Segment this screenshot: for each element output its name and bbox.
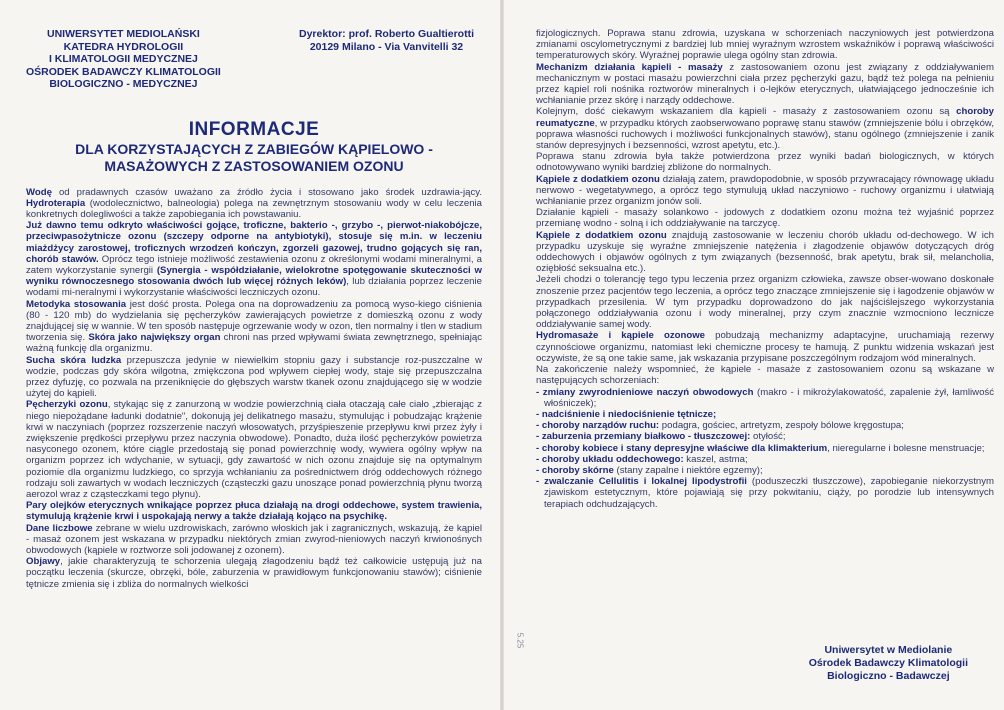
document-title (26, 119, 482, 175)
text: zebrane w wielu uzdrowiskach, zarówno włoskich jak i zagranicznych, wskazują, że kąpiel - masaż ozonem jest wskazana w przypadku niektórych zmian zwyrod-nieniowych naczyń krwionośnych obwodowych (kąpiele w roztworze soli jodowanej z ozonem). (26, 522, 483, 556)
text: , nieregularne i bolesne menstruacje; (827, 442, 985, 454)
bold-term: Metodyka stosowania (26, 298, 127, 310)
bold-term: Kąpiele z dodatkiem ozonu (536, 229, 667, 241)
bold-term: Pęcherzyki ozonu (26, 399, 108, 411)
bold-term: Dane liczbowe (26, 522, 93, 534)
list-item (536, 409, 994, 420)
indications-list (536, 387, 994, 510)
bold-term: Hydroterapia (26, 197, 86, 209)
bold-term: Skóra jako największy organ (88, 332, 221, 344)
signature-block (809, 644, 968, 683)
university-line: OŚRODEK BADAWCZY KLIMATOLOGII (26, 65, 221, 78)
bold-term: - zmiany zwyrodnieniowe naczyń obwodowych (536, 386, 754, 398)
university-line: KATEDRA HYDROLOGII (63, 40, 184, 53)
university-line: UNIWERSYTET MEDIOLAŃSKI (47, 28, 200, 40)
list-item (536, 431, 994, 442)
paragraph (26, 187, 482, 221)
signature-line: Uniwersytet w Mediolanie (824, 644, 953, 656)
right-body (536, 28, 994, 510)
paragraph (26, 299, 482, 355)
text: od pradawnych czasów uważano za źródło życia i stosowano jako środek uzdrawia-jący. (51, 186, 482, 198)
text: pobudzają mechanizmy adaptacyjne, uruchamiają rezerwy czynnościowe organizmu, natomiast leki chemiczne procesy te hamują. Z punktu widzenia wskazań jest oczywiste, że są one takie same, jak wskazania przypisane poszczególnym rodzajom wód mineralnych. (536, 330, 994, 364)
title-main: INFORMACJE (188, 118, 320, 140)
list-item (536, 420, 994, 431)
paragraph (536, 230, 994, 275)
bold-term: Pary olejków eterycznych wnikające poprzez płuca działają na drogi oddechowe, system trawienia, stymulują krążenie krwi i uspokajają nerwy a także działają kojąco na psychikę. (26, 500, 482, 523)
title-sub-line: DLA KORZYSTAJĄCYCH Z ZABIEGÓW KĄPIELOWO - (75, 140, 433, 157)
text: działają zatem, prawdopodobnie, w sposób przywracający równowagę układu nerwowo - wegetatywnego, a oprócz tego stymulują układ naczyniowo - ruchowy organizmu i ułatwiają wchłanianie przez organizm jonów soli. (536, 173, 994, 208)
bold-term: - zaburzenia przemiany białkowo - tłuszczowej: (536, 431, 751, 443)
university-block (26, 28, 221, 91)
list-item (536, 387, 994, 409)
paragraph (536, 364, 994, 386)
letterhead (26, 28, 482, 91)
bold-term: choroby reumatyczne (536, 106, 994, 129)
text: , w przypadku których zaobserwowano poprawę stanu stawów (zmniejszenie bólu i obrzęków, poprawa własności ruchowych i możliwości funkcjonalnych stawów), stanu ogólnego (zmniejszenie i zanik stanów depresyjnych i bezsenności, wzrost apetytu, etc.). (536, 117, 994, 152)
text: , jakie charakteryzują te schorzenia ulegają złagodzeniu bądź też całkowicie ustępują już na początku leczenia (skurcze, obrzęki, bóle, zaburzenia w prawidłowym funkcjonowaniu stawów); ciśnienie tętnicze zmienia się i zbliża do normalnych wielkości (26, 556, 482, 590)
list-item (536, 465, 994, 476)
text: Na zakończenie należy wspomnieć, że kąpiele - masaże z zastosowaniem ozonu są wskazane w następujących schorzeniach: (536, 364, 994, 387)
text: (poduszeczki tłuszczowe), zapobieganie niekorzystnym zjawiskom estetycznym, które pojawiają się przy pokwitaniu, ciąży, po porodzie lub intensywnych terapiach odchudzających. (544, 476, 994, 510)
paragraph (536, 330, 994, 364)
text: (stany zapalne i niektóre egzemy); (613, 464, 763, 476)
bold-term: Hydromasaże i kąpiele ozonowe (536, 330, 705, 342)
text: Działanie kąpieli - masaży solankowo - jodowych z dodatkiem ozonu można też wyjaśnić poprzez przemianę wodno - solną i ich oddziaływanie na tarczycę. (536, 207, 994, 230)
director-block (299, 28, 474, 91)
text: jest dość prosta. Polega ona na doprowadzeniu za pomocą wyso-kiego ciśnienia (80 - 120 mb) do wydzielania się pęcherzyków zawierających powietrze z domieszką ozonu z wody znajdującej się w wannie. W ten sposób następuje ogrzewanie wody w ozon, tlen normalny i tlen w stadium tworzenia się. (26, 298, 482, 344)
paragraph (536, 174, 994, 208)
text: fizjologicznych. Poprawa stanu zdrowia, uzyskana w schorzeniach naczyniowych jest potwierdzona zmianami oscylometrycznymi z bardziej lub mniej wyraźnym wzrostem wskaźników i poprawą właściwości temperaturowych skóry. Wyraźnej poprawie ulega ogólny stan zdrowia. (536, 28, 994, 62)
paragraph (26, 355, 482, 400)
paragraph (536, 151, 994, 173)
bold-term: - choroby kobiece i stany depresyjne właściwe dla klimakterium (536, 442, 828, 454)
left-page (0, 0, 500, 710)
paragraph (26, 523, 482, 557)
text: chroni nas przed wpływami świata zewnętrznego, spełniając ważną funkcję dla organizmu. (26, 332, 482, 355)
bold-term: Wodę (26, 186, 52, 198)
director-line: Dyrektor: prof. Roberto Gualtierotti (298, 28, 474, 40)
address-line: 20129 Milano - Via Vanvitelli 32 (309, 40, 464, 53)
title-sub-line: MASAŻOWYCH Z ZASTOSOWANIEM OZONU (104, 157, 404, 174)
paragraph (536, 28, 994, 62)
text: kaszel, astma; (683, 453, 748, 465)
right-page (504, 0, 1004, 710)
text: przepuszcza jedynie w niewielkim stopniu gazy i substancje roz-puszczalne w wodzie, podczas gdy skóra wilgotna, zmiękczona pod wpływem ciepłej wody, staje się przepuszczalna przez dyfuzję, co pozwala na przeniknięcie do głębszych warstw tkanek ozonu znajdującego się w wodzie użytej do kąpieli. (26, 354, 482, 400)
text: Oprócz tego istnieje możliwość zestawienia ozonu z określonymi wodami mineralnymi, a zatem wykorzystanie synergii (26, 253, 482, 276)
university-line: I KLIMATOLOGII MEDYCZNEJ (48, 53, 198, 65)
text: (wodolecznictwo, balneologia) polega na zewnętrznym stosowaniu wody w celu leczenia konkretnych dolegliwości a także zapobiegania ich powstawaniu. (26, 197, 482, 220)
list-item (536, 443, 994, 454)
bold-term: Już dawno temu odkryto właściwości gojące, troficzne, bakterio -, grzybo -, pierwot-niakobójcze, przeciwpasożytnicze ozonu (szczepy odporne na antybiotyki), stosuje się m.in. w leczeniu miażdżycy zarostowej, troficznych wrzodzeń kończyn, zgorzeli gazowej, trudno gojących się ran, chorób stawów. (26, 220, 482, 265)
bold-term: Kąpiele z dodatkiem ozonu (536, 173, 660, 185)
paragraph (536, 106, 994, 151)
margin-note: 5.25 (515, 632, 525, 649)
text: Jeżeli chodzi o tolerancję tego typu leczenia przez organizm człowieka, zawsze obser-wowano doskonałe znoszenie przez pacjentów tego leczenia, a oprócz tego znaczące zmniejszenie się i łagodzenie objawów w przypadkach przesilenia. W tym przypadku doprowadzono do jak najściślejszego wykorzystania połączonego oddziaływania ozonu i wody mineralnej, przy czym znacznie wzmocniono lecznicze oddziaływanie samej wody. (536, 274, 994, 331)
text: Kolejnym, dość ciekawym wskazaniem dla kąpieli - masaży z zastosowaniem ozonu są (536, 106, 957, 118)
paragraph (536, 274, 994, 330)
paragraph (26, 220, 482, 298)
text: , stykając się z zanurzoną w wodzie powierzchnią ciała otaczają całe ciało „zbierając z niego niepożądane ładunki dodatnie", dokonują jej delikatnego masażu, stymulując i pobudzając krążenie krwi w naczyniach (poprzez rozszerzenie naczyń włosowatych, przyśpieszenie przepływu krwi przez żyły i zwiększenie prędkości przepływu przez naczynia obwodowe). Ponadto, duża ilość pęcherzyków powietrza nasyconego ozonem, które ciągle przedostają się ponad powierzchnię wody, wywiera ogólny wpływ na organizm poprzez ich wdychanie, w sytuacji, gdy zawartość w nich ozonu znajduje się na optymalnym poziomie dla organizmu ludzkiego, co sprzyja wchłanianiu za pośrednictwem dróg oddechowych różnego rodzaju soli zawartych w wodach leczniczych (cząsteczki gazu unoszące ponad powierzchnią płynu tworzą aerozol wraz z cząsteczkami tego płynu). (26, 399, 482, 500)
paragraph (536, 207, 994, 229)
bold-term: - choroby skórne (536, 464, 614, 476)
paragraph (26, 399, 482, 500)
paragraph (536, 62, 994, 107)
university-line: BIOLOGICZNO - MEDYCZNEJ (49, 78, 198, 90)
text: Poprawa stanu zdrowia była także potwierdzona przez wyniki badań biologicznych, w których odnotowywano wyniki bardziej zbliżone do normalnych. (536, 151, 994, 174)
text: znajdują zastosowanie w leczeniu chorób układu od-dechowego. W ich przypadku uzyskuje się wyraźne zmniejszenie natężenia i złagodzenie objawów dotyczących dróg oddechowych i objawów ogólnych z tym związanych (bezsenność, brak apetytu, brak sił, melancholia, oziębłość seksualna etc.). (536, 229, 995, 275)
bold-term: - choroby układu oddechowego: (536, 453, 684, 465)
bold-term: - choroby narządów ruchu: (536, 420, 660, 432)
list-item (536, 454, 994, 465)
list-item (536, 476, 994, 510)
bold-term: Sucha skóra ludzka (26, 354, 122, 366)
signature-line: Ośrodek Badawczy Klimatologii (808, 657, 968, 669)
bold-term: - zwalczanie Cellulitis i lokalnej lipodystrofii (536, 476, 747, 488)
text: z zastosowaniem ozonu jest związany z oddziaływaniem mechanicznym w postaci masażu powierzchni ciała przez pęcherzyki gazu, bądź też polega na pełnieniu przez kąpiel roli nośnika roztworów mineralnych i o-lejków eterycznych, ułatwiającego jednocześnie ich wchłanianie przez skórę i narządy oddechowe. (536, 61, 994, 107)
text: podagra, gościec, artretyzm, zespoły bólowe kręgostupa; (659, 420, 904, 432)
bold-term: - nadciśnienie i niedociśnienie tętnicze; (536, 408, 717, 420)
signature-line: Biologiczno - Badawczej (827, 670, 950, 682)
text: otyłość; (750, 431, 786, 443)
left-body (26, 187, 482, 590)
bold-term: Objawy (26, 556, 61, 568)
paragraph (26, 500, 482, 522)
bold-term: Mechanizm działania kąpieli - masaży (536, 61, 723, 73)
text: (makro - i mikrożylakowatość, zapalenie żył, łamliwość włośniczek); (544, 386, 994, 409)
bold-term: (Synergia - współdziałanie, wielokrotne spotęgowanie skuteczności w wyniku równoczesnego stosowania dwóch lub więcej różnych leków) (26, 264, 482, 288)
text: , lub działania poprzez leczenie wodami mi-neralnymi i wykorzystanie właściwości leczniczych ozonu. (26, 276, 482, 299)
paragraph (26, 556, 482, 590)
